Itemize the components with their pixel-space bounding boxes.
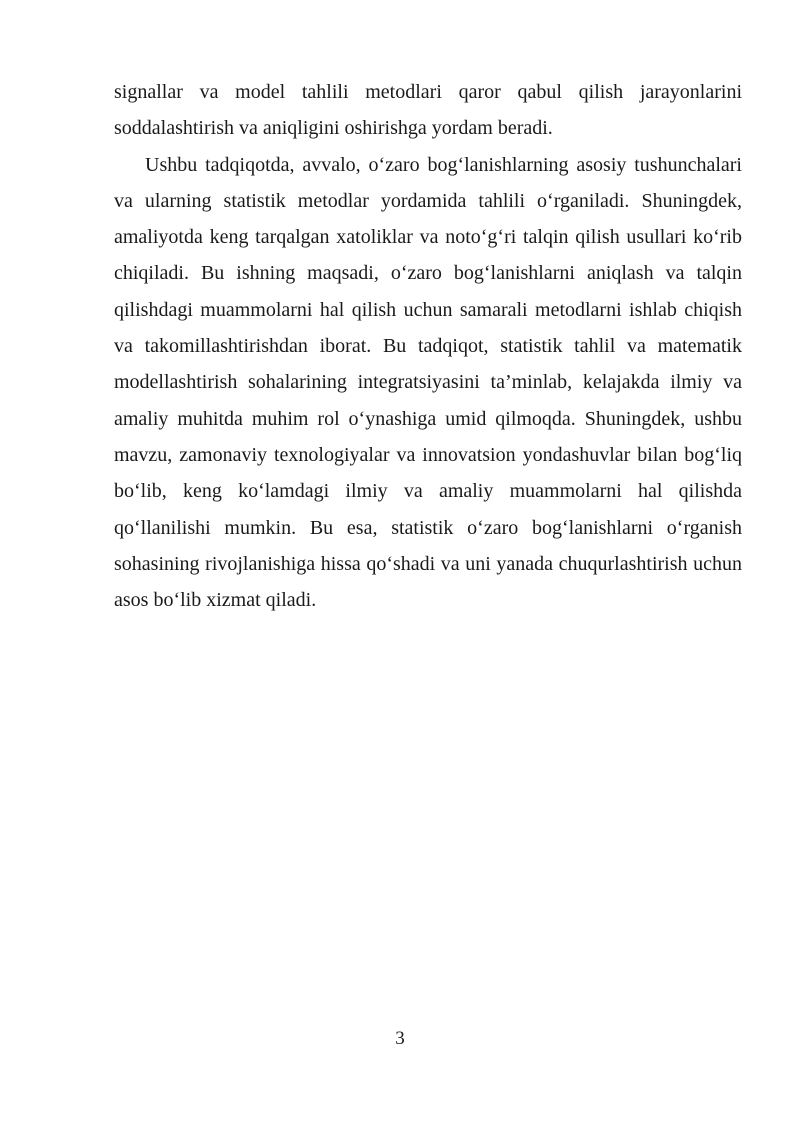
paragraph-main: Ushbu tadqiqotda, avvalo, o‘zaro bog‘lanishlarning asosiy tushunchalari va ularning statistik metodlar yordamida tahlili o‘rganiladi. Shuningdek, amaliyotda keng tarqalgan xatoliklar va noto‘g‘ri talqin qilish usullari ko‘rib chiqiladi. Bu ishning maqsadi, o‘zaro bog‘lanishlarni aniqlash va talqin qilishdagi muammolarni hal qilish uchun samarali metodlarni ishlab chiqish va takomillashtirishdan iborat. Bu tadqiqot, statistik tahlil va matematik modellashtirish sohalarining integratsiyasini ta’minlab, kelajakda ilmiy va amaliy muhitda muhim rol o‘ynashiga umid qilmoqda. Shuningdek, ushbu mavzu, zamonaviy texnologiyalar va innovatsion yondashuvlar bilan bog‘liq bo‘lib, keng ko‘lamdagi ilmiy va amaliy muammolarni hal qilishda qo‘llanilishi mumkin. Bu esa, statistik o‘zaro bog‘lanishlarni o‘rganish sohasining rivojlanishiga hissa qo‘shadi va uni yanada chuqurlashtirish uchun asos bo‘lib xizmat qiladi. [114,153,742,612]
body-text [114,74,742,618]
paragraph-continuation: signallar va model tahlili metodlari qaror qabul qilish jarayonlarini soddalashtirish va aniqligini oshirishga yordam beradi. [114,81,742,140]
page-number: 3 [395,1028,405,1049]
